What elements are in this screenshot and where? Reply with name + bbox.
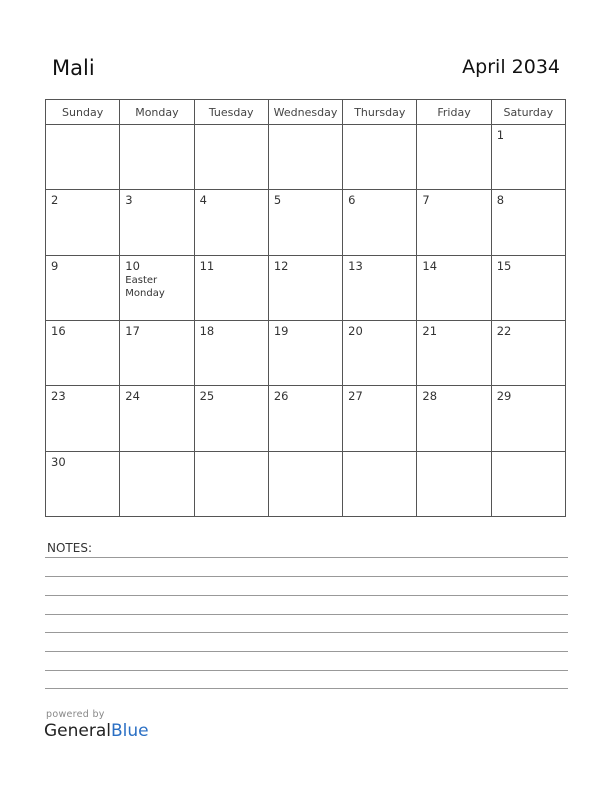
weekday-saturday: Saturday (491, 100, 565, 125)
day-number: 7 (422, 193, 430, 208)
weekday-header-row (46, 100, 566, 125)
day-cell (491, 125, 565, 190)
day-number: 24 (125, 389, 140, 404)
notes-label: NOTES: (47, 541, 92, 555)
day-number: 23 (51, 389, 66, 404)
day-cell (491, 320, 565, 385)
day-number: 5 (273, 193, 282, 208)
day-cell (46, 451, 120, 516)
day-number: 26 (273, 389, 289, 404)
note-line (45, 670, 568, 671)
day-cell (46, 190, 120, 255)
note-line (45, 595, 568, 596)
day-cell (268, 255, 342, 320)
day-cell (46, 386, 120, 451)
note-line (45, 632, 568, 633)
note-line (45, 688, 568, 689)
day-number: 20 (348, 323, 363, 338)
holiday-label: Easter Monday (125, 274, 165, 299)
day-number: 22 (496, 323, 512, 338)
day-cell (343, 320, 417, 385)
day-number: 25 (199, 389, 215, 404)
day-cell (268, 125, 342, 190)
day-number (343, 125, 416, 129)
day-number (417, 125, 490, 129)
powered-by-text: powered by (46, 709, 105, 720)
day-cell (491, 190, 565, 255)
day-number: 10 (125, 258, 140, 273)
week-row (46, 386, 566, 451)
weekday-friday: Friday (417, 100, 491, 125)
day-number: 29 (496, 389, 512, 404)
day-cell (268, 320, 342, 385)
day-number: 11 (199, 258, 215, 273)
day-cell (343, 190, 417, 255)
day-cell (120, 125, 194, 190)
day-cell (120, 386, 194, 451)
day-number: 4 (199, 193, 207, 208)
day-cell (268, 190, 342, 255)
weekday-monday: Monday (120, 100, 194, 125)
day-cell (120, 320, 194, 385)
day-cell (194, 451, 268, 516)
day-number: 30 (51, 454, 66, 469)
day-number (120, 452, 193, 456)
day-cell (46, 255, 120, 320)
day-cell (194, 320, 268, 385)
calendar-grid (45, 99, 566, 517)
day-number (195, 125, 268, 129)
day-number: 28 (422, 389, 438, 404)
day-cell (268, 451, 342, 516)
day-cell (46, 320, 120, 385)
country-title: Mali (52, 56, 95, 80)
day-number: 27 (348, 389, 363, 404)
day-cell (194, 125, 268, 190)
week-row (46, 125, 566, 190)
day-number: 17 (125, 323, 140, 338)
day-cell (417, 386, 491, 451)
day-cell (491, 386, 565, 451)
month-year-title: April 2034 (462, 56, 560, 78)
day-cell (417, 125, 491, 190)
brand-name-part1: General (44, 721, 111, 741)
weekday-sunday: Sunday (46, 100, 120, 125)
day-number (269, 452, 342, 456)
day-number (269, 125, 342, 129)
day-cell (417, 190, 491, 255)
day-number (46, 125, 119, 129)
day-number (195, 452, 268, 456)
day-cell (194, 190, 268, 255)
day-cell (343, 125, 417, 190)
day-number: 13 (348, 258, 363, 273)
day-number: 12 (273, 258, 289, 273)
day-cell (343, 386, 417, 451)
day-number: 15 (496, 258, 512, 273)
day-number: 19 (273, 323, 289, 338)
day-cell (120, 451, 194, 516)
day-number (417, 452, 490, 456)
day-cell (417, 320, 491, 385)
week-row (46, 451, 566, 516)
brand-logo (44, 721, 149, 741)
day-cell (194, 386, 268, 451)
day-number (492, 452, 565, 456)
weekday-thursday: Thursday (343, 100, 417, 125)
week-row (46, 255, 566, 320)
day-cell (194, 255, 268, 320)
day-number (343, 452, 416, 456)
day-number: 21 (422, 323, 438, 338)
day-number: 14 (422, 258, 438, 273)
day-number: 3 (125, 193, 133, 208)
day-number: 2 (51, 193, 59, 208)
day-number: 18 (199, 323, 215, 338)
day-cell (491, 255, 565, 320)
day-number: 1 (496, 128, 505, 142)
weekday-wednesday: Wednesday (268, 100, 342, 125)
weekday-tuesday: Tuesday (194, 100, 268, 125)
day-cell (120, 255, 194, 320)
day-cell (417, 255, 491, 320)
day-cell (120, 190, 194, 255)
day-cell (268, 386, 342, 451)
day-number: 6 (348, 193, 356, 208)
day-cell (343, 451, 417, 516)
day-number: 9 (51, 258, 59, 273)
day-number: 16 (51, 323, 66, 338)
note-line (45, 576, 568, 577)
brand-name-part2: Blue (111, 721, 149, 741)
day-cell (343, 255, 417, 320)
note-line (45, 614, 568, 615)
day-cell (491, 451, 565, 516)
day-number: 8 (496, 193, 505, 208)
day-cell (417, 451, 491, 516)
day-cell (46, 125, 120, 190)
note-line (45, 557, 568, 558)
week-row (46, 320, 566, 385)
week-row (46, 190, 566, 255)
note-line (45, 651, 568, 652)
day-number (120, 125, 193, 129)
